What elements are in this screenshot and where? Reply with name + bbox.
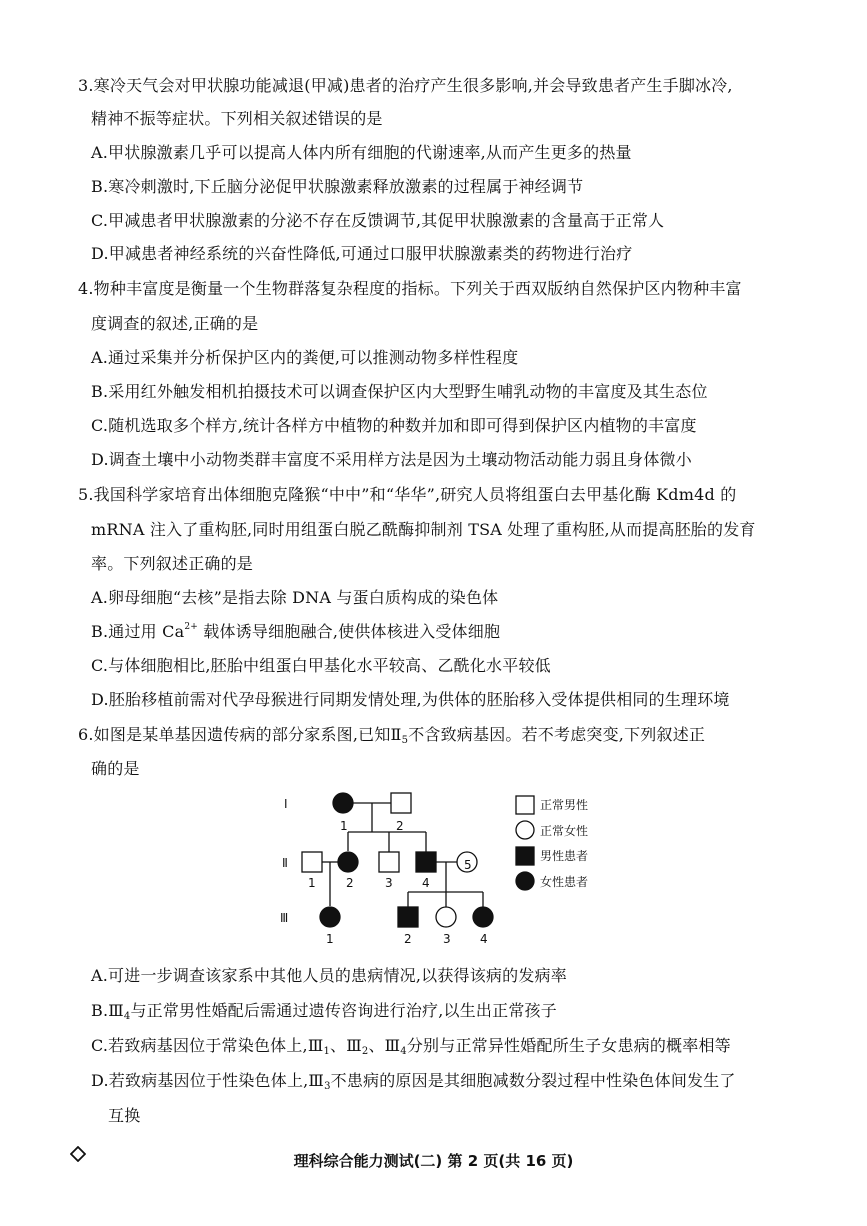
q6-stem-post: 不含致病基因。若不考虑突变,下列叙述正 xyxy=(408,725,706,744)
q4-option-c: C.随机选取多个样方,统计各样方中植物的种数并加和即可得到保护区内植物的丰富度 xyxy=(91,416,697,435)
q6-option-c-sub1: 1 xyxy=(323,1046,331,1057)
pedigree-iii3-normal-female xyxy=(436,907,456,927)
q5-stem-line1: 5.我国科学家培育出体细胞克隆猴“中中”和“华华”,研究人员将组蛋白去甲基化酶 Kdm4d 的 xyxy=(78,485,737,504)
legend-normal-male-label: 正常男性 xyxy=(540,798,589,812)
pedigree-ii4-affected-male xyxy=(416,852,436,872)
q6-option-c-mid2: 、Ⅲ xyxy=(368,1036,401,1055)
q3-stem-line1: 3.寒冷天气会对甲状腺功能减退(甲减)患者的治疗产生很多影响,并会导致患者产生手脚冰冷, xyxy=(78,76,733,95)
q6-option-d-pre: D.若致病基因位于性染色体上,Ⅲ xyxy=(91,1071,325,1090)
pedigree-iii2-affected-male xyxy=(398,907,418,927)
pedigree-iii1-number: 1 xyxy=(326,932,334,946)
legend-affected-male-icon xyxy=(516,847,534,865)
q4-option-b: B.采用红外触发相机拍摄技术可以调查保护区内大型野生哺乳动物的丰富度及其生态位 xyxy=(91,382,708,401)
q6-option-c-sub2: 2 xyxy=(361,1046,369,1057)
pedigree-iii3-number: 3 xyxy=(443,932,451,946)
q6-option-b-post: 与正常男性婚配后需通过遗传咨询进行治疗,以生出正常孩子 xyxy=(130,1001,557,1020)
pedigree-gen-label-iii: Ⅲ xyxy=(280,911,289,925)
legend-affected-female-icon xyxy=(516,872,534,890)
q3-option-a: A.甲状腺激素几乎可以提高人体内所有细胞的代谢速率,从而产生更多的热量 xyxy=(91,143,632,162)
q3-option-c: C.甲减患者甲状腺激素的分泌不存在反馈调节,其促甲状腺激素的含量高于正常人 xyxy=(91,211,665,230)
q4-option-d: D.调查土壤中小动物类群丰富度不采用样方法是因为土壤动物活动能力弱且身体微小 xyxy=(91,450,692,469)
page-footer: 理科综合能力测试(二) 第 2 页(共 16 页) xyxy=(293,1152,574,1170)
q6-option-c-sub3: 4 xyxy=(400,1046,407,1057)
q4-stem-line2: 度调查的叙述,正确的是 xyxy=(91,314,259,333)
q6-option-c-post: 分别与正常异性婚配所生子女患病的概率相等 xyxy=(406,1036,731,1055)
q5-option-b-pre: B.通过用 Ca xyxy=(91,622,185,641)
q6-option-d-line2: 互换 xyxy=(108,1106,141,1125)
q5-option-b xyxy=(91,621,500,643)
pedigree-gen-label-i: Ⅰ xyxy=(284,797,288,811)
q3-stem-line2: 精神不振等症状。下列相关叙述错误的是 xyxy=(91,109,383,128)
pedigree-ii2-number: 2 xyxy=(346,876,354,890)
q3-option-d: D.甲减患者神经系统的兴奋性降低,可通过口服甲状腺激素类的药物进行治疗 xyxy=(91,244,633,263)
legend-normal-male-icon xyxy=(516,796,534,814)
pedigree-gen-label-ii: Ⅱ xyxy=(282,856,288,870)
q3-option-b: B.寒冷刺激时,下丘脑分泌促甲状腺激素释放激素的过程属于神经调节 xyxy=(91,177,584,196)
q6-option-a: A.可进一步调查该家系中其他人员的患病情况,以获得该病的发病率 xyxy=(91,966,567,985)
q6-stem-line1 xyxy=(78,724,705,749)
q6-option-b-sub: 4 xyxy=(123,1011,131,1022)
q6-option-b xyxy=(91,1000,557,1025)
q5-option-b-sup: 2+ xyxy=(184,621,198,632)
q6-stem-pre: 6.如图是某单基因遗传病的部分家系图,已知Ⅱ xyxy=(78,725,402,744)
q6-option-b-pre: B.Ⅲ xyxy=(91,1001,124,1020)
pedigree-i2-number: 2 xyxy=(396,819,404,833)
q6-option-c xyxy=(91,1035,731,1060)
q6-option-d-sub: 3 xyxy=(324,1081,331,1092)
pedigree-iii1-affected-female xyxy=(320,907,340,927)
q6-option-d-post: 不患病的原因是其细胞减数分裂过程中性染色体间发生了 xyxy=(330,1071,736,1090)
pedigree-diagram xyxy=(270,785,610,950)
pedigree-iii4-number: 4 xyxy=(480,932,488,946)
pedigree-ii2-affected-female xyxy=(338,852,358,872)
pedigree-ii1-normal-male xyxy=(302,852,322,872)
pedigree-i1-number: 1 xyxy=(340,819,348,833)
q5-option-a: A.卵母细胞“去核”是指去除 DNA 与蛋白质构成的染色体 xyxy=(91,588,499,607)
legend-affected-male-label: 男性患者 xyxy=(540,849,589,863)
pedigree-ii3-number: 3 xyxy=(385,876,393,890)
legend-normal-female-icon xyxy=(516,821,534,839)
q6-option-c-mid1: 、Ⅲ xyxy=(330,1036,362,1055)
q6-stem-line2: 确的是 xyxy=(91,759,140,778)
q4-stem-line1: 4.物种丰富度是衡量一个生物群落复杂程度的指标。下列关于西双版纳自然保护区内物种丰富 xyxy=(78,279,742,298)
pedigree-i2-normal-male xyxy=(391,793,411,813)
pedigree-ii5-number: 5 xyxy=(464,858,472,872)
pedigree-iii2-number: 2 xyxy=(404,932,412,946)
q6-option-c-pre: C.若致病基因位于常染色体上,Ⅲ xyxy=(91,1036,324,1055)
pedigree-iii4-affected-female xyxy=(473,907,493,927)
pedigree-ii3-normal-male xyxy=(379,852,399,872)
pedigree-i1-affected-female xyxy=(333,793,353,813)
q4-option-a: A.通过采集并分析保护区内的粪便,可以推测动物多样性程度 xyxy=(91,348,519,367)
q5-option-b-post: 载体诱导细胞融合,使供体核进入受体细胞 xyxy=(197,622,501,641)
legend-normal-female-label: 正常女性 xyxy=(540,824,589,838)
legend-affected-female-label: 女性患者 xyxy=(540,875,589,889)
q6-stem-sub: 5 xyxy=(401,735,409,746)
q5-option-c: C.与体细胞相比,胚胎中组蛋白甲基化水平较高、乙酰化水平较低 xyxy=(91,656,551,675)
q5-stem-line2: mRNA 注入了重构胚,同时用组蛋白脱乙酰酶抑制剂 TSA 处理了重构胚,从而提高胚胎的发育 xyxy=(91,520,756,539)
q5-option-d: D.胚胎移植前需对代孕母猴进行同期发情处理,为供体的胚胎移入受体提供相同的生理环境 xyxy=(91,690,730,709)
q5-stem-line3: 率。下列叙述正确的是 xyxy=(91,554,254,573)
q6-option-d xyxy=(91,1070,736,1095)
pedigree-ii1-number: 1 xyxy=(308,876,316,890)
pedigree-ii4-number: 4 xyxy=(422,876,430,890)
